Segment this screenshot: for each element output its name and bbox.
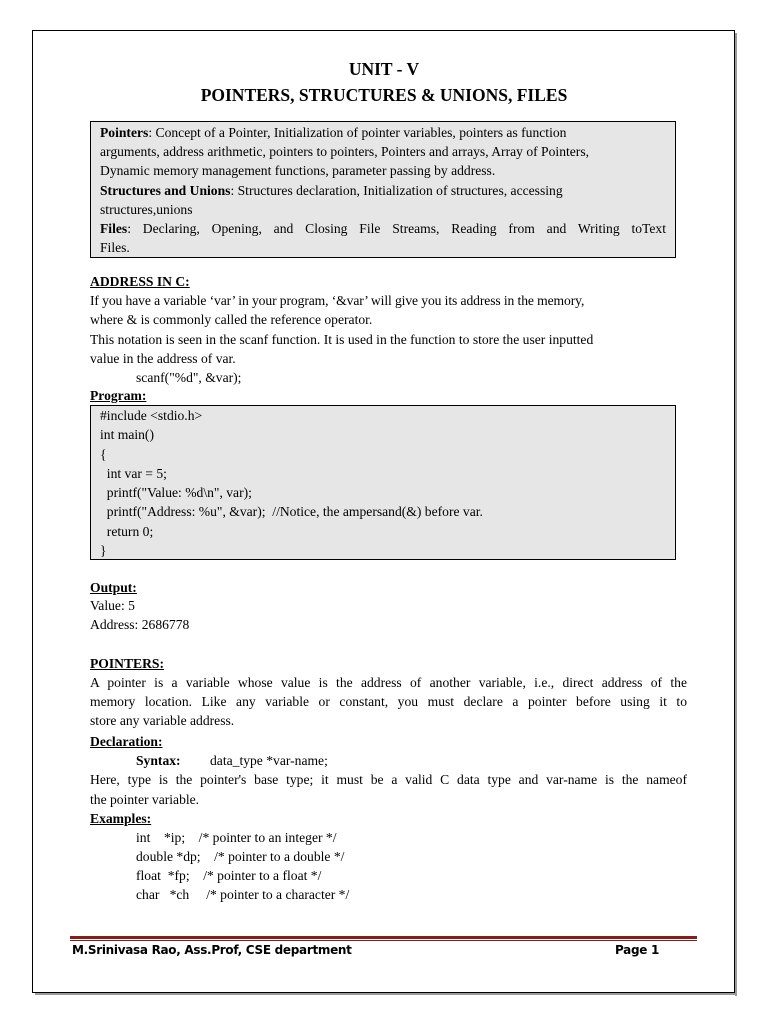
- files-text-2: Files.: [100, 240, 130, 256]
- footer-page-number: Page 1: [615, 943, 660, 957]
- code-line: int var = 5;: [100, 465, 167, 481]
- output-address: Address: 2686778: [90, 617, 190, 632]
- code-line: printf("Address: %u", &var); //Notice, the ampersand(&) before var.: [100, 504, 483, 520]
- pointers-label: Pointers: [100, 125, 149, 140]
- pointers-para-3: store any variable address.: [90, 713, 235, 728]
- output-heading: Output:: [90, 580, 137, 595]
- code-line: printf("Value: %d\n", var);: [100, 485, 252, 501]
- code-line: }: [100, 543, 107, 559]
- code-line: int main(): [100, 427, 154, 443]
- structures-label: Structures and Unions: [100, 182, 231, 198]
- declaration-para-2: the pointer variable.: [90, 792, 200, 807]
- footer-author: M.Srinivasa Rao, Ass.Prof, CSE department: [72, 943, 352, 957]
- unit-title: UNIT - V: [348, 59, 420, 79]
- syllabus-box: [90, 121, 676, 258]
- declaration-para-1: Here, type is the pointer's base type; it must be a valid C data type and var-name is the nameof: [90, 772, 687, 787]
- address-para-1: If you have a variable ‘var’ in your program, ‘&var’ will give you its address in the memory,: [90, 293, 585, 308]
- files-label: Files: [100, 221, 128, 237]
- program-heading: Program:: [90, 388, 147, 403]
- structures-text-1: : Structures declaration, Initialization of structures, accessing: [230, 182, 563, 198]
- syllabus-files: [100, 219, 666, 238]
- code-line: {: [100, 446, 107, 462]
- program-code-box: [90, 405, 676, 560]
- code-line: #include <stdio.h>: [100, 408, 203, 423]
- syntax-label: Syntax:: [136, 753, 181, 768]
- pointers-para-1: A pointer is a variable whose value is the address of another variable, i.e., direct address of the: [90, 675, 687, 690]
- structures-text-2: structures,unions: [100, 201, 193, 217]
- pointers-para-2: memory location. Like any variable or constant, you must declare a pointer before using it to: [90, 694, 687, 709]
- syllabus-pointers: [100, 123, 666, 142]
- page-title: POINTERS, STRUCTURES & UNIONS, FILES: [200, 85, 568, 105]
- pointers-heading: POINTERS:: [90, 656, 165, 671]
- examples-heading: Examples:: [90, 811, 152, 826]
- files-text-1: : Declaring, Opening, and Closing File Streams, Reading from and Writing toText: [127, 221, 666, 237]
- output-value: Value: 5: [90, 598, 135, 613]
- pointers-text-3: Dynamic memory management functions, parameter passing by address.: [100, 163, 496, 179]
- page-shadow-right: [735, 33, 737, 996]
- address-para-4: value in the address of var.: [90, 351, 236, 366]
- pointers-text-1: : Concept of a Pointer, Initialization of pointer variables, pointers as function: [148, 125, 567, 140]
- pointers-text-2: arguments, address arithmetic, pointers to pointers, Pointers and arrays, Array of Pointers,: [100, 144, 590, 160]
- example-line: double *dp; /* pointer to a double */: [136, 849, 345, 864]
- declaration-heading: Declaration:: [90, 734, 163, 749]
- syllabus-structures: [100, 181, 666, 200]
- scanf-example: scanf("%d", &var);: [136, 370, 242, 385]
- footer-rule-thin: [70, 940, 697, 941]
- address-para-2: where & is commonly called the reference operator.: [90, 312, 373, 327]
- example-line: float *fp; /* pointer to a float */: [136, 868, 322, 883]
- example-line: int *ip; /* pointer to an integer */: [136, 830, 337, 845]
- footer-rule: [70, 936, 697, 939]
- syntax-value: data_type *var-name;: [210, 753, 328, 768]
- code-line: return 0;: [100, 523, 154, 539]
- address-para-3: This notation is seen in the scanf function. It is used in the function to store the user inputted: [90, 332, 594, 347]
- example-line: char *ch /* pointer to a character */: [136, 887, 350, 902]
- page-shadow-bottom: [35, 993, 737, 995]
- address-heading: ADDRESS IN C:: [90, 274, 190, 289]
